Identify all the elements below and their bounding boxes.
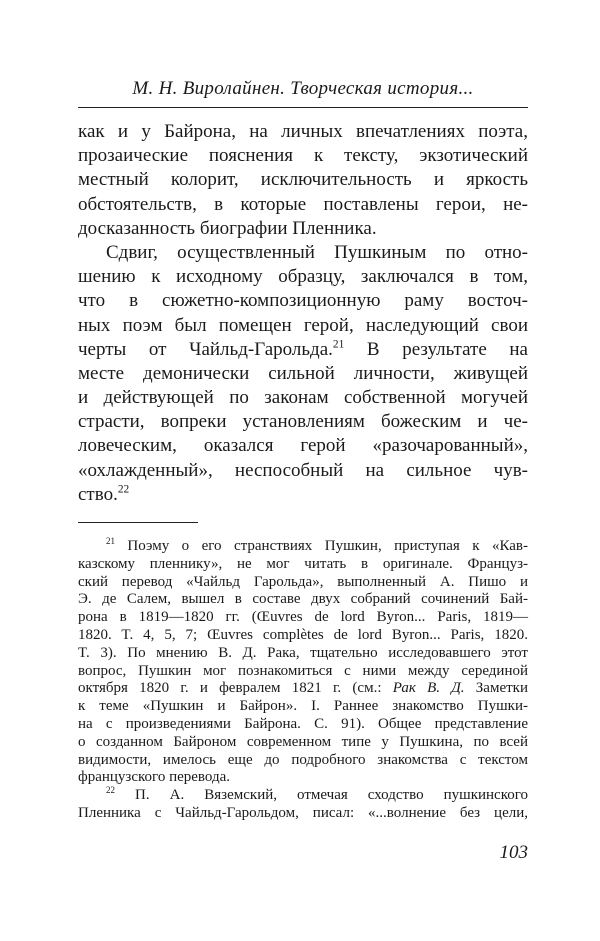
text-line <box>78 338 528 362</box>
text-run: страсти, вопреки установлениям божеским и че- <box>78 411 528 433</box>
text-run: о созданном Байроном современном типе у Пушкина, по всей <box>78 733 528 750</box>
text-run: черты от Чайльд-Гарольда. <box>78 338 333 360</box>
footnote-line <box>78 609 528 627</box>
italic-author: Рак В. Д. <box>392 680 465 697</box>
text-line <box>78 193 528 217</box>
footnote-line <box>78 556 528 574</box>
text-run: ных поэм был помещен герой, наследующий свои <box>78 314 528 336</box>
footnote-line <box>78 591 528 609</box>
text-line <box>78 217 528 241</box>
footnote-line <box>78 645 528 663</box>
text-run: досказанность биографии Пленника. <box>78 217 377 239</box>
text-run: казскому пленнику», не мог читать в оригинале. Француз- <box>78 555 528 572</box>
text-line <box>78 314 528 338</box>
footnote-marker: 21 <box>106 536 115 546</box>
text-run: и действующей по законам собственной могучей <box>78 387 528 409</box>
footnote-line <box>78 769 528 787</box>
text-run: Э. де Салем, вышел в составе двух собраний сочинений Бай- <box>78 591 528 608</box>
text-line <box>78 168 528 192</box>
text-line <box>78 386 528 410</box>
text-run: Сдвиг, осуществленный Пушкиным по отно- <box>106 241 528 263</box>
text-line <box>78 483 528 507</box>
footnote-line <box>78 680 528 698</box>
text-run: Поэму о его странствиях Пушкин, приступая к «Кав- <box>115 538 528 554</box>
page-number: 103 <box>499 842 528 863</box>
text-line <box>78 362 528 386</box>
text-run: Заметки <box>464 680 528 697</box>
text-run: к теме «Пушкин и Байрон». I. Раннее знакомство Пушки- <box>78 698 528 715</box>
footnotes <box>78 538 528 823</box>
text-run: T. 3). По мнению В. Д. Рака, тщательно исследовавшего этот <box>78 644 528 661</box>
text-run: видимости, имелось еще до подробного знакомства с текстом <box>78 751 528 768</box>
footnote-ref: 22 <box>117 483 130 496</box>
text-line <box>78 459 528 483</box>
header-rule <box>78 107 528 108</box>
text-run: местный колорит, исключительность и яркость <box>78 169 528 191</box>
main-text <box>78 120 528 507</box>
footnote-marker: 22 <box>106 785 115 796</box>
text-run: ство. <box>78 483 118 505</box>
text-run: шению к исходному образцу, заключался в том, <box>78 266 528 288</box>
running-header: М. Н. Виролайнен. Творческая история... <box>132 78 474 99</box>
text-run: как и у Байрона, на личных впечатлениях поэта, <box>78 121 528 142</box>
footnote-ref: 21 <box>332 338 345 351</box>
text-line <box>78 241 528 265</box>
text-run: что в сюжетно-композиционную раму восточ- <box>78 290 528 312</box>
footnote-line <box>78 627 528 645</box>
footnote-line <box>78 752 528 770</box>
text-run: прозаические пояснения к тексту, экзотический <box>78 145 528 167</box>
footnote-line <box>78 538 528 556</box>
text-run: рона в 1819—1820 гг. (Œuvres de lord Byron... Paris, 1819— <box>78 609 528 626</box>
footnote-line <box>78 716 528 734</box>
footnote-line <box>78 574 528 592</box>
text-run: на с произведениями Байрона. С. 91). Общее представление <box>78 715 528 732</box>
text-run: Пленника с Чайльд-Гарольдом, писал: «...волнение без цели, <box>78 804 528 821</box>
text-run: обстоятельств, в которые поставлены герои, не- <box>78 193 528 215</box>
text-run: «охлажденный», неспособный на сильное чув- <box>78 459 528 481</box>
text-line <box>78 120 528 144</box>
text-run: В результате на <box>344 338 528 360</box>
text-run: ловеческим, оказался герой «разочарованный», <box>78 435 528 457</box>
text-line <box>78 144 528 168</box>
text-run: 1820. T. 4, 5, 7; Œuvres complètes de lord Byron... Paris, 1820. <box>78 626 528 643</box>
text-run: месте демонически сильной личности, живущей <box>78 362 528 384</box>
text-line <box>78 265 528 289</box>
text-run: П. А. Вяземский, отмечая сходство пушкинского <box>115 787 528 804</box>
footnote-line <box>78 663 528 681</box>
footnote-line <box>78 787 528 805</box>
text-line <box>78 434 528 458</box>
text-run: ский перевод «Чайльд Гарольда», выполненный А. Пишо и <box>78 573 528 590</box>
footnote-line <box>78 734 528 752</box>
footnote-line <box>78 805 528 823</box>
footnote-rule <box>78 522 198 523</box>
text-run: вопрос, Пушкин мог познакомиться с ними между серединой <box>78 662 528 679</box>
text-run: октября 1820 г. и февралем 1821 г. (см.: <box>78 680 393 697</box>
text-line <box>78 410 528 434</box>
text-run: французского перевода. <box>78 769 230 786</box>
text-line <box>78 289 528 313</box>
footnote-line <box>78 698 528 716</box>
